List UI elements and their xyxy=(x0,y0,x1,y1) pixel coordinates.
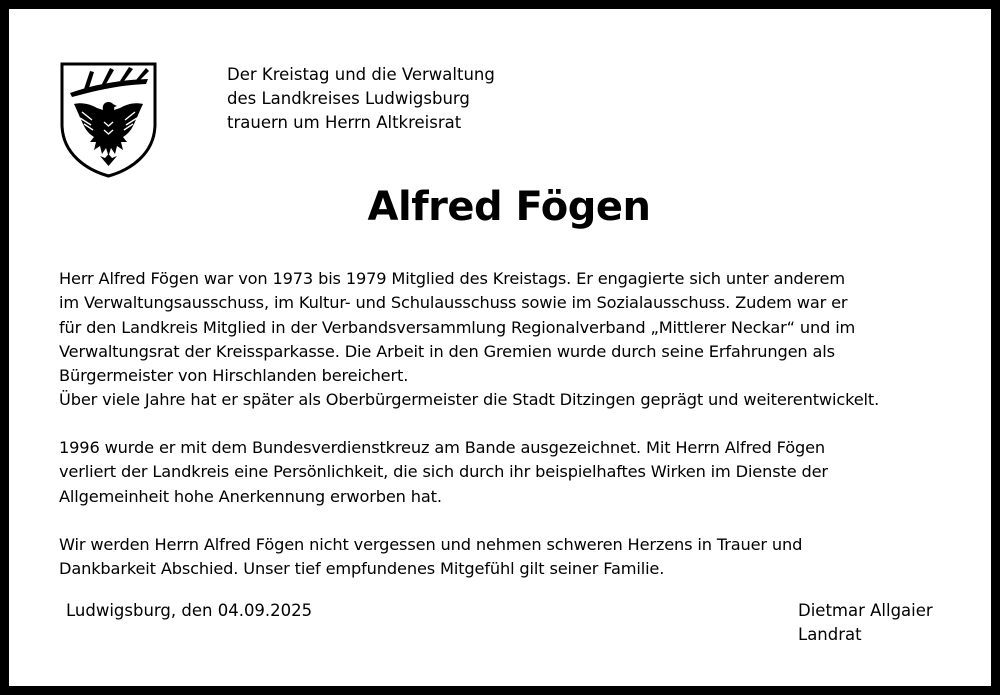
paragraph-biography xyxy=(59,267,879,413)
signatory-name: Dietmar Allgaier xyxy=(798,601,933,620)
paragraph-honors xyxy=(59,436,828,509)
header-text xyxy=(227,63,495,135)
signatory-title: Landrat xyxy=(798,625,862,644)
deceased-name: Alfred Fögen xyxy=(367,184,651,230)
text-line: Allgemeinheit hohe Anerkennung erworben hat. xyxy=(59,486,442,506)
place-and-date: Ludwigsburg, den 04.09.2025 xyxy=(66,601,313,620)
text-line: Wir werden Herrn Alfred Fögen nicht vergessen und nehmen schweren Herzens in Trauer und xyxy=(59,535,803,554)
header-line: Der Kreistag und die Verwaltung xyxy=(227,65,495,84)
text-line: 1996 wurde er mit dem Bundesverdienstkreuz am Bande ausgezeichnet. Mit Herrn Alfred Fögen xyxy=(59,438,826,457)
text-line: Über viele Jahre hat er später als Oberbürgermeister die Stadt Ditzingen geprägt und weiterentwickelt. xyxy=(59,390,880,410)
text-line: für den Landkreis Mitglied in der Verbandsversammlung Regionalverband „Mittlerer Neckar“ und im xyxy=(59,317,856,337)
signature-block xyxy=(798,599,933,647)
header-line: trauern um Herrn Altkreisrat xyxy=(227,113,462,132)
header-line: des Landkreises Ludwigsburg xyxy=(227,89,470,108)
text-line: im Verwaltungsausschuss, im Kultur- und Schulausschuss sowie im Sozialausschuss. Zudem war er xyxy=(59,293,848,313)
text-line: Bürgermeister von Hirschlanden bereichert. xyxy=(59,366,409,386)
text-line: Verwaltungsrat der Kreissparkasse. Die Arbeit in den Gremien wurde durch seine Erfahrungen als xyxy=(59,341,835,361)
text-line: Dankbarkeit Abschied. Unser tief empfundenes Mitgefühl gilt seiner Familie. xyxy=(59,559,665,579)
text-line: verliert der Landkreis eine Persönlichkeit, die sich durch ihr beispielhaftes Wirken im Dienste der xyxy=(59,462,828,482)
coat-of-arms-icon xyxy=(60,62,157,178)
text-line: Herr Alfred Fögen war von 1973 bis 1979 Mitglied des Kreistags. Er engagierte sich unter anderem xyxy=(59,269,845,288)
paragraph-farewell xyxy=(59,533,802,582)
